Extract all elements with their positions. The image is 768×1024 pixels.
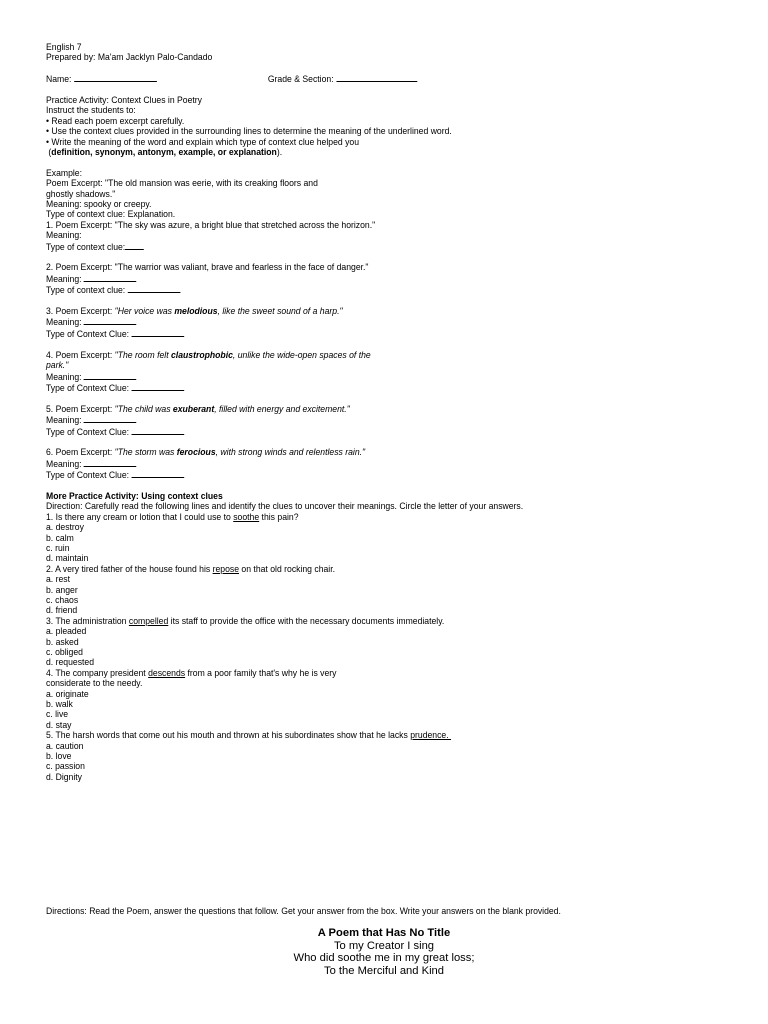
- q1-option-b[interactable]: b. calm: [46, 532, 74, 543]
- activity1-title: Practice Activity: Context Clues in Poetry: [46, 95, 202, 105]
- example-excerpt-2: ghostly shadows.": [46, 188, 116, 199]
- item-4-meaning-blank[interactable]: [84, 371, 137, 380]
- q5-stem: 5. The harsh words that come out his mouth and thrown at his subordinates show that he lacks prudence.: [46, 730, 452, 741]
- poem-title: A Poem that Has No Title: [317, 927, 451, 939]
- item-2-type[interactable]: Type of context clue:: [46, 284, 535, 295]
- bullet-1: • Read each poem excerpt carefully.: [46, 115, 185, 126]
- q5-option-b[interactable]: b. love: [46, 751, 72, 762]
- q4-option-b[interactable]: b. walk: [46, 699, 73, 710]
- q5-option-d[interactable]: d. Dignity: [46, 771, 83, 782]
- q2-option-a[interactable]: a. rest: [46, 574, 70, 585]
- poem-block: [0, 927, 768, 977]
- item-6-type[interactable]: Type of Context Clue:: [46, 469, 535, 480]
- q1-stem: 1. Is there any cream or lotion that I could use to soothe this pain?: [46, 511, 299, 522]
- item-4-excerpt-cont: park.": [46, 360, 69, 371]
- item-4-type[interactable]: Type of Context Clue:: [46, 382, 535, 393]
- q3-option-a[interactable]: a. pleaded: [46, 626, 87, 637]
- item-2-meaning-blank[interactable]: [84, 273, 137, 282]
- q2-option-c[interactable]: c. chaos: [46, 594, 79, 605]
- subject-line: English 7: [46, 42, 82, 52]
- item-3-meaning[interactable]: Meaning:: [46, 316, 535, 327]
- grade-blank[interactable]: [336, 73, 417, 82]
- name-grade-row: [46, 73, 535, 84]
- item-6-excerpt: 6. Poem Excerpt: "The storm was ferocious, with strong winds and relentless rain.": [46, 447, 366, 458]
- item-4-excerpt: 4. Poem Excerpt: "The room felt claustrophobic, unlike the wide-open spaces of the: [46, 349, 371, 360]
- worksheet-body: [46, 42, 535, 782]
- q3-option-b[interactable]: b. asked: [46, 636, 79, 647]
- item-1-meaning[interactable]: Meaning:: [46, 230, 82, 241]
- q4-stem: 4. The company president descends from a poor family that's why he is very: [46, 667, 337, 678]
- q2-stem: 2. A very tired father of the house found his repose on that old rocking chair.: [46, 563, 336, 574]
- name-label: Name:: [46, 74, 72, 85]
- q4-stem-cont: considerate to the needy.: [46, 678, 143, 689]
- poem-line-2: Who did soothe me in my great loss;: [293, 952, 475, 965]
- item-4-meaning[interactable]: Meaning:: [46, 371, 535, 382]
- item-5-meaning[interactable]: Meaning:: [46, 414, 535, 425]
- q2-option-b[interactable]: b. anger: [46, 584, 78, 595]
- instruct-line: Instruct the students to:: [46, 105, 136, 116]
- bullet-3: • Write the meaning of the word and explain which type of context clue helped you: [46, 136, 360, 147]
- example-meaning: Meaning: spooky or creepy.: [46, 199, 152, 210]
- item-5-excerpt: 5. Poem Excerpt: "The child was exuberant, filled with energy and excitement.": [46, 403, 350, 414]
- grade-label: Grade & Section:: [267, 74, 334, 85]
- poem-line-1: To my Creator I sing: [333, 939, 435, 952]
- item-3-type[interactable]: Type of Context Clue:: [46, 328, 535, 339]
- q5-option-a[interactable]: a. caution: [46, 740, 84, 751]
- example-excerpt-1: Poem Excerpt: "The old mansion was eerie, with its creaking floors and: [46, 178, 318, 189]
- poem-line-3: To the Merciful and Kind: [323, 964, 445, 977]
- q5-option-c[interactable]: c. passion: [46, 761, 85, 772]
- item-3-meaning-blank[interactable]: [84, 316, 137, 325]
- name-blank[interactable]: [74, 73, 157, 82]
- item-1-type[interactable]: Type of context clue:: [46, 241, 535, 252]
- item-5-type[interactable]: Type of Context Clue:: [46, 426, 535, 437]
- q3-stem: 3. The administration compelled its staff to provide the office with the necessary documents immediately.: [46, 615, 445, 626]
- q1-option-d[interactable]: d. maintain: [46, 553, 89, 564]
- poem-directions: Directions: Read the Poem, answer the questions that follow. Get your answer from the box. Write your answers on the blank provided.: [46, 906, 561, 916]
- item-6-type-blank[interactable]: [131, 469, 184, 478]
- item-5-meaning-blank[interactable]: [84, 414, 137, 423]
- item-5-type-blank[interactable]: [131, 426, 184, 435]
- item-2-meaning[interactable]: Meaning:: [46, 273, 535, 284]
- item-3-type-blank[interactable]: [131, 328, 184, 337]
- clue-types-line: (definition, synonym, antonym, example, or explanation).: [46, 147, 283, 158]
- q4-option-c[interactable]: c. live: [46, 709, 69, 720]
- q2-option-d[interactable]: d. friend: [46, 605, 78, 616]
- activity2-title: More Practice Activity: Using context clues: [46, 490, 223, 501]
- grade-field[interactable]: [268, 73, 417, 84]
- item-6-meaning[interactable]: Meaning:: [46, 458, 535, 469]
- q1-option-a[interactable]: a. destroy: [46, 522, 84, 533]
- q1-option-c[interactable]: c. ruin: [46, 542, 70, 553]
- activity2-direction: Direction: Carefully read the following lines and identify the clues to uncover their meanings. Circle the letter of your answers.: [46, 501, 524, 512]
- item-4-type-blank[interactable]: [131, 382, 184, 391]
- name-field[interactable]: [46, 73, 268, 84]
- q3-option-c[interactable]: c. obliged: [46, 647, 83, 658]
- example-label: Example:: [46, 167, 83, 178]
- item-1-type-blank[interactable]: [125, 241, 144, 250]
- item-2-excerpt: 2. Poem Excerpt: "The warrior was valiant, brave and fearless in the face of danger.": [46, 262, 369, 273]
- q4-option-a[interactable]: a. originate: [46, 688, 89, 699]
- bullet-2: • Use the context clues provided in the surrounding lines to determine the meaning of the underlined word.: [46, 126, 452, 137]
- q3-option-d[interactable]: d. requested: [46, 657, 95, 668]
- item-2-type-blank[interactable]: [128, 284, 181, 293]
- prepared-by-line: Prepared by: Ma'am Jacklyn Palo-Candado: [46, 52, 213, 63]
- item-6-meaning-blank[interactable]: [84, 458, 137, 467]
- example-type: Type of context clue: Explanation.: [46, 209, 176, 220]
- item-1-excerpt: 1. Poem Excerpt: "The sky was azure, a bright blue that stretched across the horizon.": [46, 219, 376, 230]
- item-3-excerpt: 3. Poem Excerpt: "Her voice was melodious, like the sweet sound of a harp.": [46, 306, 343, 317]
- q4-option-d[interactable]: d. stay: [46, 719, 72, 730]
